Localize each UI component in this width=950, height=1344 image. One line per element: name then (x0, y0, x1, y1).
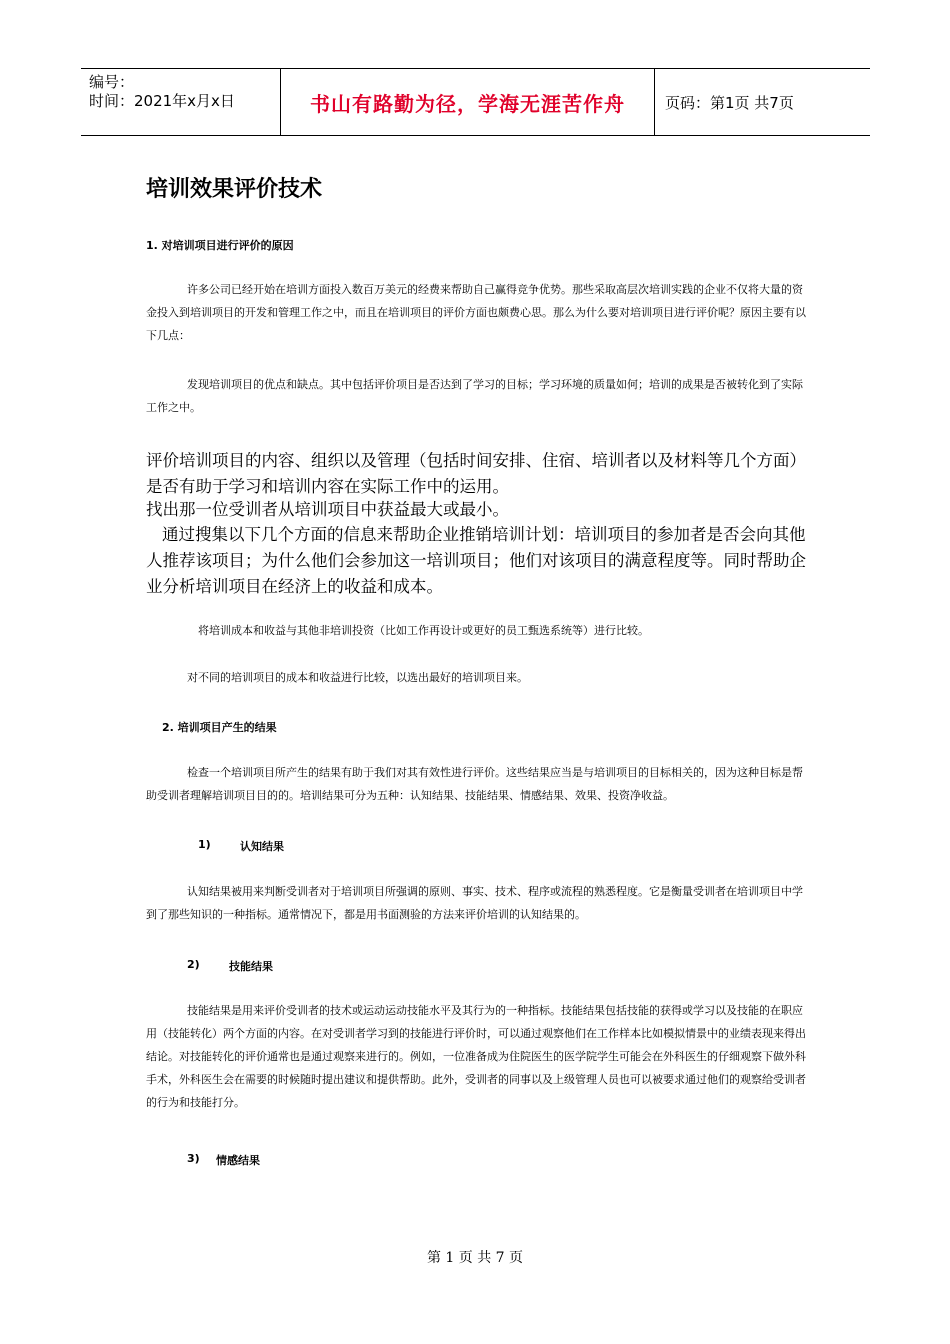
section-2-paragraph-1: 检查一个培训项目所产生的结果有助于我们对其有效性进行评价。这些结果应当是与培训项目的目标相关的，因为这种目标是帮助受训者理解培训项目目的的。培训结果可分为五种：认知结果、技能结果、情感结果、效果、投资净收益。 (146, 766, 803, 802)
section-1-paragraph-2: 发现培训项目的优点和缺点。其中包括评价项目是否达到了学习的目标；学习环境的质量如何；培训的成果是否被转化到了实际工作之中。 (146, 378, 803, 414)
subsection-1-text: 认知结果被用来判断受训者对于培训项目所强调的原则、事实、技术、程序或流程的熟悉程度。它是衡量受训者在培训项目中学到了那些知识的一种指标。通常情况下，都是用书面测验的方法来评价培训的认知结果的。 (146, 885, 803, 921)
section-1-paragraph-3: 评价培训项目的内容、组织以及管理（包括时间安排、住宿、培训者以及材料等几个方面）是否有助于学习和培训内容在实际工作中的运用。 (146, 451, 806, 496)
subsection-1-title: 认知结果 (240, 840, 284, 853)
section-1-paragraph-1: 许多公司已经开始在培训方面投入数百万美元的经费来帮助自己赢得竞争优势。那些采取高层次培训实践的企业不仅将大量的资金投入到培训项目的开发和管理工作之中，而且在培训项目的评价方面也颇费心思。那么为什么要对培训项目进行评价呢？原因主要有以下几点： (146, 283, 806, 342)
subsection-3-number: 3) (187, 1152, 200, 1165)
subsection-2-text: 技能结果是用来评价受训者的技术或运动运动技能水平及其行为的一种指标。技能结果包括技能的获得或学习以及技能的在职应用（技能转化）两个方面的内容。在对受训者学习到的技能进行评价时，可以通过观察他们在工作样本比如模拟情景中的业绩表现来得出结论。对技能转化的评价通常也是通过观察来进行的。例如，一位准备成为住院医生的医学院学生可能会在外科医生的仔细观察下做外科手术，外科医生会在需要的时候随时提出建议和提供帮助。此外，受训者的同事以及上级管理人员也可以被要求通过他们的观察给受训者的行为和技能打分。 (146, 1004, 806, 1109)
subsection-2-number: 2) (187, 958, 200, 971)
page-header-table (81, 68, 870, 136)
section-1-paragraph-4: 找出那一位受训者从培训项目中获益最大或最小。 (146, 500, 509, 519)
subsection-1-number: 1) (198, 838, 211, 851)
header-page-info: 页码：第1页 共7页 (665, 93, 794, 112)
date-label: 时间：2021年x月x日 (89, 92, 235, 110)
section-1-paragraph-6: 将培训成本和收益与其他非培训投资（比如工作再设计或更好的员工甄选系统等）进行比较。 (198, 624, 649, 637)
subsection-3-title: 情感结果 (216, 1154, 260, 1167)
header-meta (81, 69, 281, 135)
number-label: 编号： (89, 73, 135, 91)
section-1-paragraph-7: 对不同的培训项目的成本和收益进行比较，以选出最好的培训项目来。 (187, 671, 528, 684)
page-footer: 第 1 页 共 7 页 (426, 1250, 524, 1266)
header-motto: 书山有路勤为径，学海无涯苦作舟 (281, 69, 655, 135)
subsection-2-title: 技能结果 (229, 960, 273, 973)
document-title: 培训效果评价技术 (146, 177, 323, 202)
section-2-heading: 2. 培训项目产生的结果 (162, 721, 277, 734)
section-1-heading: 1. 对培训项目进行评价的原因 (146, 239, 294, 252)
section-1-paragraph-5: 通过搜集以下几个方面的信息来帮助企业推销培训计划：培训项目的参加者是否会向其他人推荐该项目；为什么他们会参加这一培训项目；他们对该项目的满意程度等。同时帮助企业分析培训项目在经济上的收益和成本。 (146, 525, 806, 596)
